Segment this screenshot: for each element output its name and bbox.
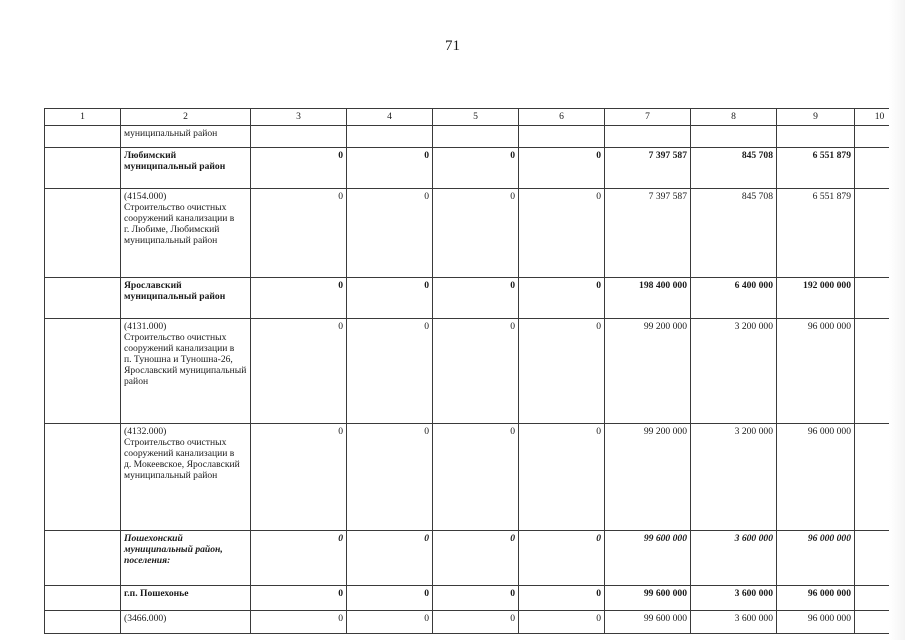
value-cell <box>45 126 121 148</box>
row-label-cell: (4132.000) Строительство очистных сооружений канализации в д. Мокеевское, Ярославский муниципальный район <box>121 424 251 531</box>
value-cell: 0 <box>347 319 433 424</box>
value-cell: 6 551 879 <box>777 148 855 189</box>
value-cell: 0 <box>519 424 605 531</box>
value-cell <box>251 126 347 148</box>
col-header-8: 8 <box>691 109 777 126</box>
value-cell: 0 <box>251 424 347 531</box>
row-label-cell: Ярославский муниципальный район <box>121 278 251 319</box>
value-cell: 0 <box>519 189 605 278</box>
value-cell: 99 600 000 <box>605 586 691 611</box>
value-cell <box>45 319 121 424</box>
value-cell <box>45 531 121 586</box>
value-cell: 3 200 000 <box>691 319 777 424</box>
value-cell: 0 <box>347 189 433 278</box>
col-header-2: 2 <box>121 109 251 126</box>
col-header-9: 9 <box>777 109 855 126</box>
table-row <box>45 148 905 189</box>
col-header-3: 3 <box>251 109 347 126</box>
value-cell <box>45 424 121 531</box>
column-number-row <box>45 109 905 126</box>
value-cell: 0 <box>519 586 605 611</box>
value-cell: 0 <box>433 189 519 278</box>
value-cell <box>45 189 121 278</box>
value-cell: 0 <box>519 531 605 586</box>
value-cell: 3 200 000 <box>691 424 777 531</box>
value-cell: 198 400 000 <box>605 278 691 319</box>
value-cell: 0 <box>347 611 433 634</box>
value-cell: 3 600 000 <box>691 586 777 611</box>
value-cell: 6 400 000 <box>691 278 777 319</box>
value-cell <box>347 126 433 148</box>
col-header-10: 10 <box>855 109 905 126</box>
value-cell <box>605 126 691 148</box>
budget-table <box>44 108 905 634</box>
value-cell: 0 <box>519 278 605 319</box>
value-cell: 99 600 000 <box>605 611 691 634</box>
value-cell <box>519 126 605 148</box>
table-row <box>45 586 905 611</box>
page-number: 71 <box>445 38 460 54</box>
value-cell: 0 <box>433 148 519 189</box>
value-cell <box>45 586 121 611</box>
value-cell: 0 <box>251 189 347 278</box>
value-cell: 0 <box>347 531 433 586</box>
row-label-cell: (3466.000) <box>121 611 251 634</box>
value-cell: 845 708 <box>691 189 777 278</box>
value-cell: 96 000 000 <box>777 424 855 531</box>
value-cell <box>777 126 855 148</box>
value-cell: 0 <box>433 319 519 424</box>
table-row <box>45 126 905 148</box>
value-cell: 0 <box>519 148 605 189</box>
value-cell: 96 000 000 <box>777 531 855 586</box>
col-header-1: 1 <box>45 109 121 126</box>
value-cell: 0 <box>519 611 605 634</box>
value-cell <box>433 126 519 148</box>
value-cell: 7 397 587 <box>605 148 691 189</box>
col-header-6: 6 <box>519 109 605 126</box>
value-cell: 3 600 000 <box>691 531 777 586</box>
value-cell: 0 <box>433 531 519 586</box>
value-cell: 96 000 000 <box>777 611 855 634</box>
value-cell: 99 200 000 <box>605 319 691 424</box>
value-cell: 0 <box>251 278 347 319</box>
value-cell: 0 <box>347 148 433 189</box>
value-cell: 0 <box>433 424 519 531</box>
value-cell <box>45 611 121 634</box>
row-label-cell: (4154.000) Строительство очистных сооружений канализации в г. Любиме, Любимский муниципальный район <box>121 189 251 278</box>
value-cell <box>691 126 777 148</box>
col-header-4: 4 <box>347 109 433 126</box>
value-cell: 6 551 879 <box>777 189 855 278</box>
value-cell: 192 000 000 <box>777 278 855 319</box>
value-cell: 0 <box>251 319 347 424</box>
value-cell: 0 <box>251 611 347 634</box>
value-cell: 0 <box>519 319 605 424</box>
table-row <box>45 319 905 424</box>
value-cell: 7 397 587 <box>605 189 691 278</box>
value-cell: 0 <box>433 586 519 611</box>
table-row <box>45 189 905 278</box>
value-cell: 99 200 000 <box>605 424 691 531</box>
row-label-cell: Любимский муниципальный район <box>121 148 251 189</box>
table-row <box>45 424 905 531</box>
value-cell: 3 600 000 <box>691 611 777 634</box>
table-row <box>45 531 905 586</box>
scan-edge <box>889 0 905 640</box>
row-label-cell: г.п. Пошехонье <box>121 586 251 611</box>
value-cell: 0 <box>433 611 519 634</box>
value-cell: 845 708 <box>691 148 777 189</box>
value-cell: 0 <box>433 278 519 319</box>
value-cell: 0 <box>347 586 433 611</box>
row-label-cell: (4131.000) Строительство очистных сооружений канализации в п. Туношна и Туношна-26, Ярославский муниципальный район <box>121 319 251 424</box>
value-cell: 0 <box>251 586 347 611</box>
value-cell: 96 000 000 <box>777 586 855 611</box>
value-cell: 0 <box>251 531 347 586</box>
row-label-cell: Пошехонский муниципальный район, поселения: <box>121 531 251 586</box>
value-cell: 99 600 000 <box>605 531 691 586</box>
table-row <box>45 278 905 319</box>
value-cell: 96 000 000 <box>777 319 855 424</box>
col-header-7: 7 <box>605 109 691 126</box>
value-cell: 0 <box>251 148 347 189</box>
value-cell: 0 <box>347 278 433 319</box>
col-header-5: 5 <box>433 109 519 126</box>
value-cell: 0 <box>347 424 433 531</box>
row-label-cell: муниципальный район <box>121 126 251 148</box>
value-cell <box>45 278 121 319</box>
table-row <box>45 611 905 634</box>
value-cell <box>45 148 121 189</box>
